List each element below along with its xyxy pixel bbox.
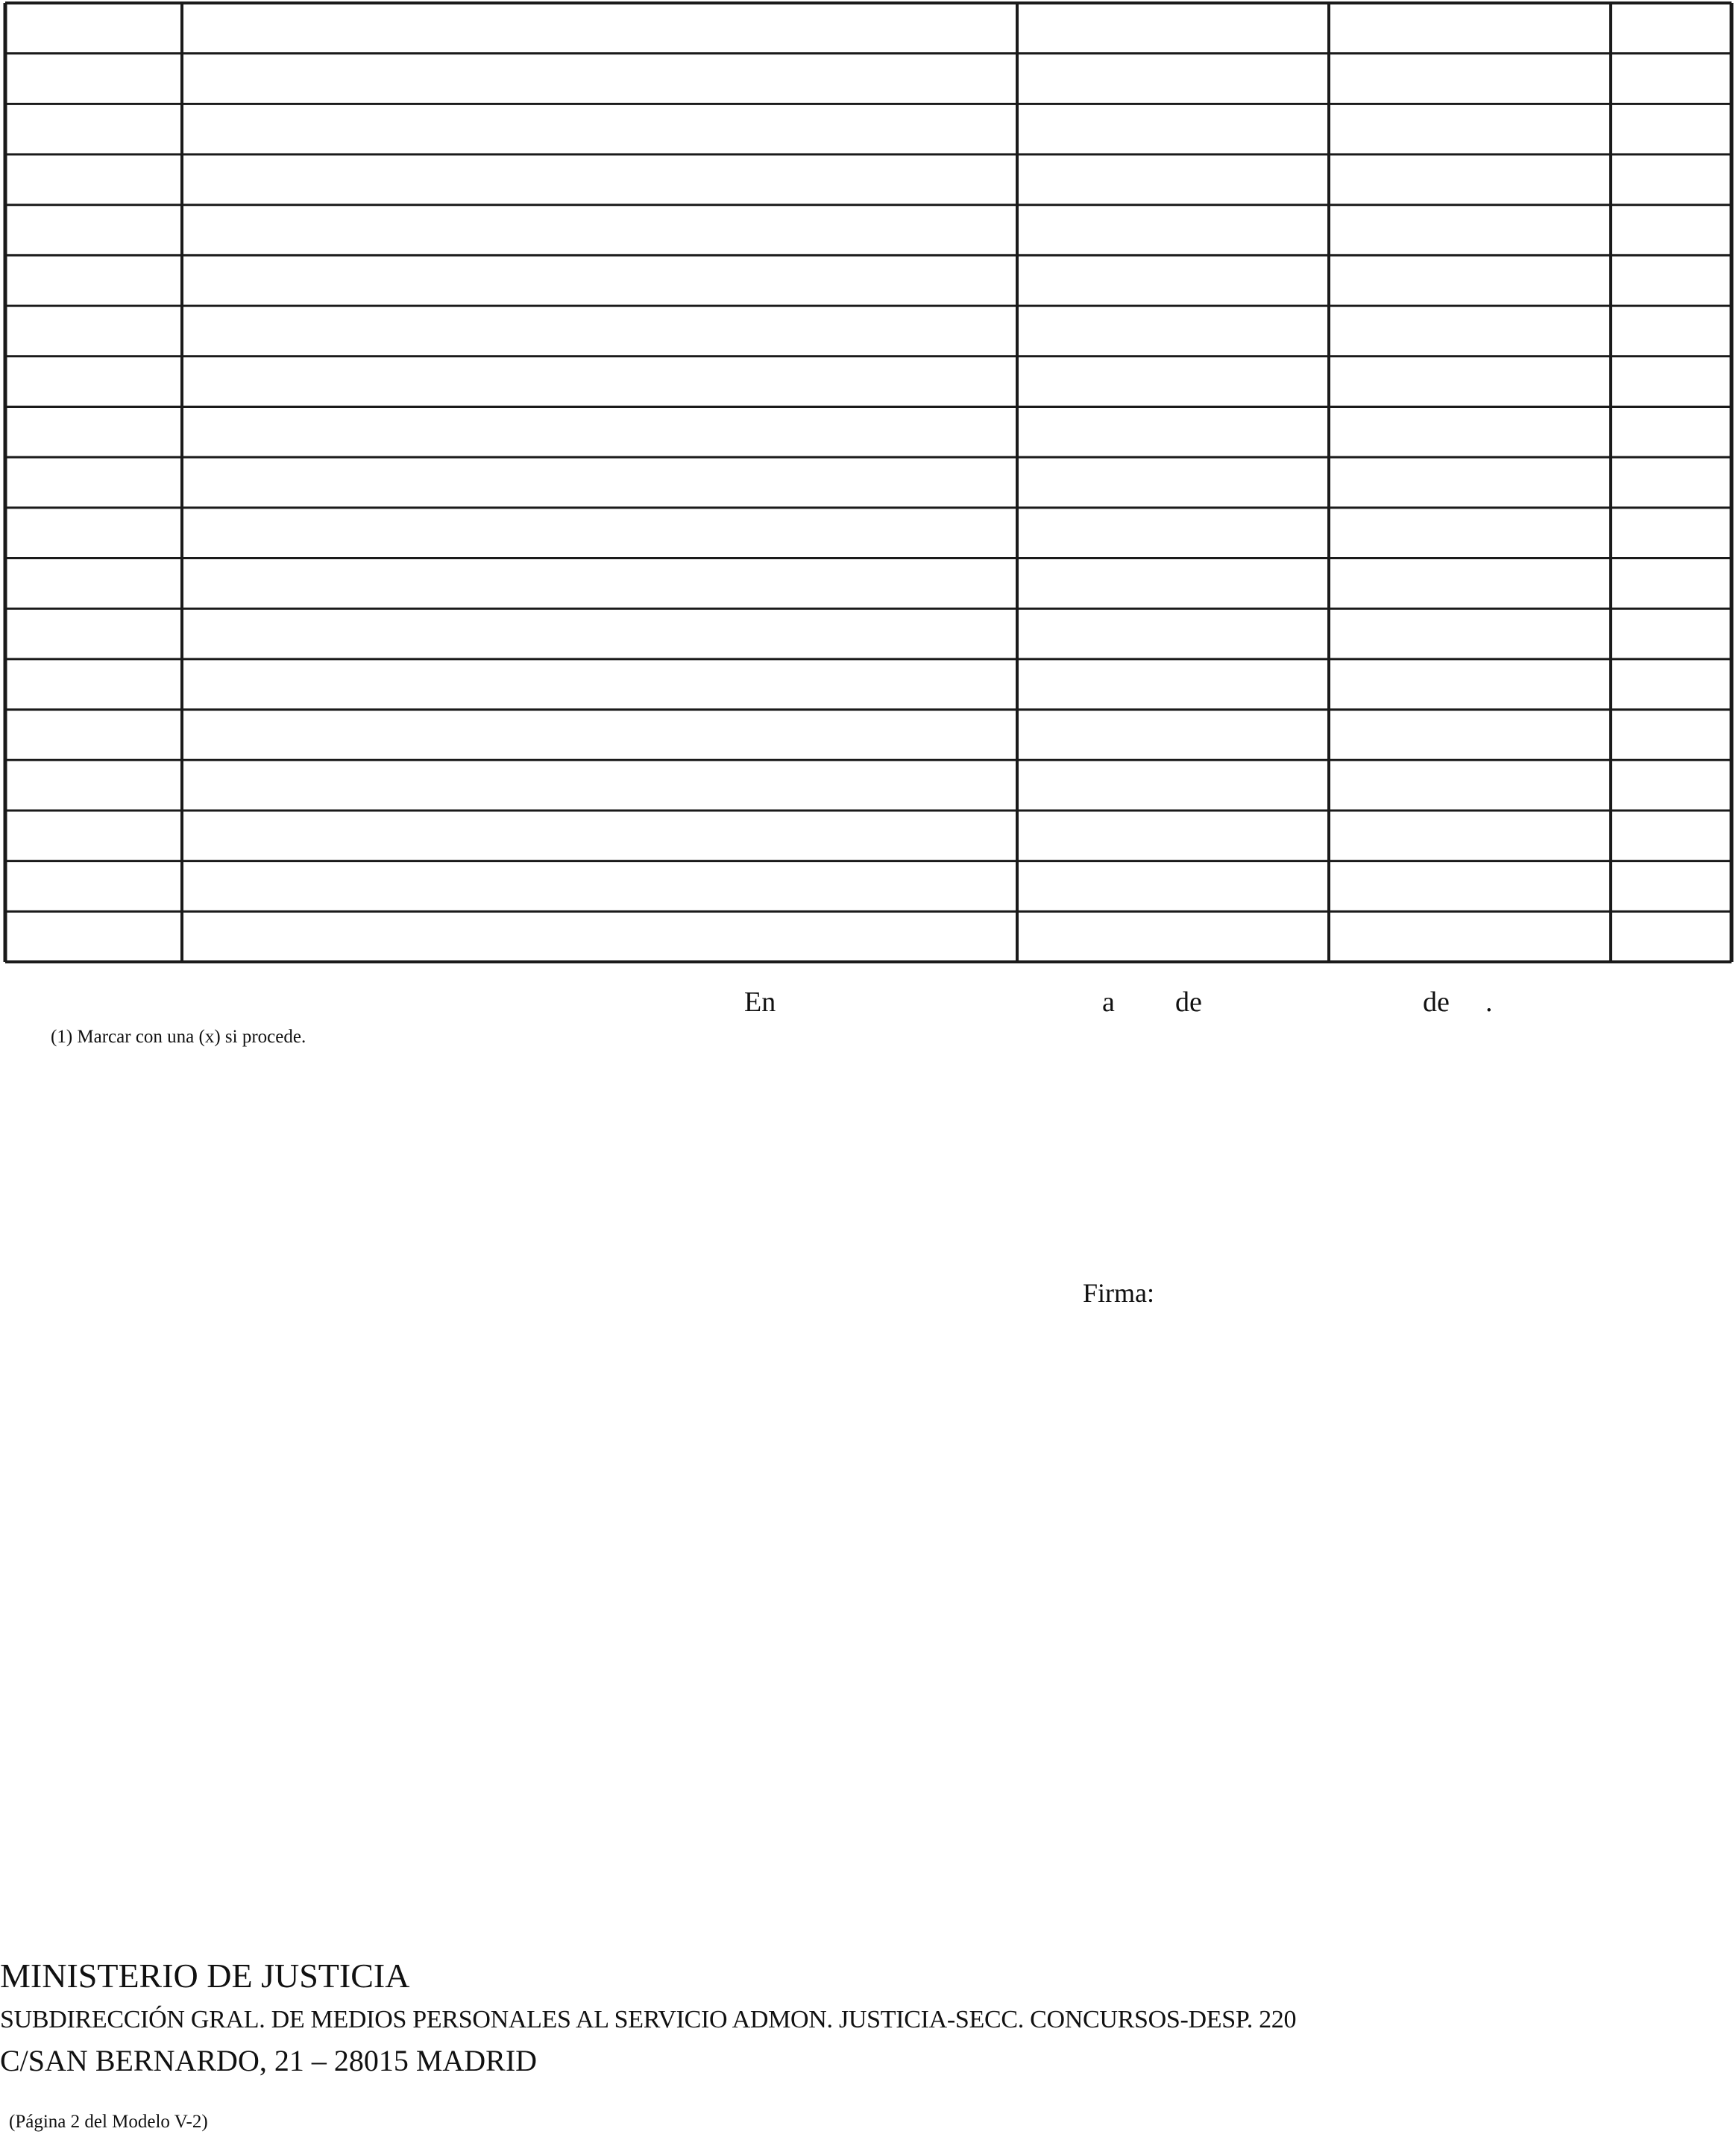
- table-cell[interactable]: [7, 610, 180, 658]
- page-reference: (Página 2 del Modelo V-2): [9, 2112, 208, 2132]
- table-cell[interactable]: [7, 812, 180, 860]
- date-line-period: .: [1485, 987, 1493, 1018]
- table-cell[interactable]: [7, 761, 180, 809]
- table-cell[interactable]: [1019, 913, 1327, 960]
- table-cell[interactable]: [184, 863, 1015, 910]
- table-cell[interactable]: [184, 105, 1015, 153]
- table-cell[interactable]: [7, 711, 180, 759]
- table-cell[interactable]: [7, 207, 180, 254]
- ministry-address: C/SAN BERNARDO, 21 – 28015 MADRID: [0, 2044, 538, 2077]
- table-cell[interactable]: [1331, 761, 1608, 809]
- table-cell[interactable]: [1613, 610, 1729, 658]
- table-cell[interactable]: [1331, 207, 1608, 254]
- table-cell[interactable]: [184, 55, 1015, 103]
- table-cell[interactable]: [1019, 560, 1327, 608]
- table-cell[interactable]: [184, 257, 1015, 304]
- table-cell[interactable]: [1331, 156, 1608, 204]
- table-cell[interactable]: [7, 358, 180, 406]
- table-cell[interactable]: [7, 105, 180, 153]
- table-cell[interactable]: [7, 560, 180, 608]
- table-cell[interactable]: [1331, 711, 1608, 759]
- table-cell[interactable]: [1331, 105, 1608, 153]
- table-cell[interactable]: [184, 358, 1015, 406]
- table-cell[interactable]: [1613, 761, 1729, 809]
- table-cell[interactable]: [1331, 913, 1608, 960]
- footnote: (1) Marcar con una (x) si procede.: [51, 1027, 306, 1047]
- table-cell[interactable]: [184, 459, 1015, 506]
- table-cell[interactable]: [1613, 863, 1729, 910]
- table-cell[interactable]: [184, 408, 1015, 456]
- table-cell[interactable]: [1019, 863, 1327, 910]
- table-cell[interactable]: [1331, 408, 1608, 456]
- table-cell[interactable]: [1019, 661, 1327, 708]
- table-cell[interactable]: [1613, 105, 1729, 153]
- table-cell[interactable]: [1019, 459, 1327, 506]
- table-cell[interactable]: [1613, 459, 1729, 506]
- table-cell[interactable]: [1019, 610, 1327, 658]
- table-cell[interactable]: [184, 307, 1015, 355]
- table-cell[interactable]: [1331, 812, 1608, 860]
- table-cell[interactable]: [1331, 610, 1608, 658]
- table-cell[interactable]: [1613, 560, 1729, 608]
- table-cell[interactable]: [184, 812, 1015, 860]
- table-cell[interactable]: [1019, 509, 1327, 557]
- table-cell[interactable]: [1019, 711, 1327, 759]
- table-cell[interactable]: [184, 913, 1015, 960]
- table-cell[interactable]: [1613, 156, 1729, 204]
- table-cell[interactable]: [1019, 4, 1327, 52]
- table-cell[interactable]: [1331, 661, 1608, 708]
- table-cell[interactable]: [1613, 509, 1729, 557]
- table-cell[interactable]: [184, 711, 1015, 759]
- table-cell[interactable]: [1613, 207, 1729, 254]
- table-cell[interactable]: [7, 408, 180, 456]
- table-cell[interactable]: [1613, 55, 1729, 103]
- table-cell[interactable]: [1613, 913, 1729, 960]
- table-cell[interactable]: [7, 156, 180, 204]
- subdirectorate-name: SUBDIRECCIÓN GRAL. DE MEDIOS PERSONALES AL SERVICIO ADMON. JUSTICIA-SECC. CONCURSOS-DESP. 220: [0, 2006, 1297, 2033]
- table-cell[interactable]: [1613, 711, 1729, 759]
- table-cell[interactable]: [7, 55, 180, 103]
- table-cell[interactable]: [1331, 560, 1608, 608]
- table-cell[interactable]: [7, 913, 180, 960]
- date-line-de-day: de: [1175, 987, 1202, 1018]
- table-cell[interactable]: [1613, 358, 1729, 406]
- table-cell[interactable]: [184, 156, 1015, 204]
- table-cell[interactable]: [1019, 307, 1327, 355]
- date-line-de-month: de: [1423, 987, 1450, 1018]
- table-cell[interactable]: [7, 307, 180, 355]
- table-cell[interactable]: [1019, 408, 1327, 456]
- table-cell[interactable]: [184, 661, 1015, 708]
- table-cell[interactable]: [1613, 661, 1729, 708]
- table-cell[interactable]: [184, 610, 1015, 658]
- table-cell[interactable]: [1019, 207, 1327, 254]
- table-cell[interactable]: [1019, 156, 1327, 204]
- table-cell[interactable]: [184, 207, 1015, 254]
- table-cell[interactable]: [184, 560, 1015, 608]
- table-cell[interactable]: [184, 761, 1015, 809]
- table-cell[interactable]: [7, 459, 180, 506]
- table-cell[interactable]: [1613, 408, 1729, 456]
- table-cell[interactable]: [7, 4, 180, 52]
- table-cell[interactable]: [7, 661, 180, 708]
- table-cell[interactable]: [7, 257, 180, 304]
- table-cell[interactable]: [1019, 105, 1327, 153]
- table-cell[interactable]: [1019, 358, 1327, 406]
- table-cell[interactable]: [1331, 307, 1608, 355]
- table-cell[interactable]: [1331, 459, 1608, 506]
- table-cell[interactable]: [1331, 257, 1608, 304]
- date-line-a: a: [1102, 987, 1115, 1018]
- table-cell[interactable]: [1331, 358, 1608, 406]
- table-cell[interactable]: [1613, 4, 1729, 52]
- table-cell[interactable]: [1019, 257, 1327, 304]
- table-cell[interactable]: [1613, 257, 1729, 304]
- table-cell[interactable]: [1613, 812, 1729, 860]
- table-cell[interactable]: [1331, 509, 1608, 557]
- table-cell[interactable]: [184, 509, 1015, 557]
- table-cell[interactable]: [1331, 863, 1608, 910]
- table-cell[interactable]: [1331, 4, 1608, 52]
- table-cell[interactable]: [1019, 812, 1327, 860]
- signature-label: Firma:: [1083, 1278, 1154, 1308]
- table-cell[interactable]: [7, 863, 180, 910]
- date-line-en: En: [744, 987, 776, 1018]
- table-cell[interactable]: [1019, 761, 1327, 809]
- form-table-grid: [0, 0, 1736, 969]
- ministry-name: MINISTERIO DE JUSTICIA: [0, 1957, 410, 1995]
- table-cell[interactable]: [1331, 55, 1608, 103]
- table-cell[interactable]: [184, 4, 1015, 52]
- table-cell[interactable]: [1613, 307, 1729, 355]
- table-cell[interactable]: [1019, 55, 1327, 103]
- table-cell[interactable]: [7, 509, 180, 557]
